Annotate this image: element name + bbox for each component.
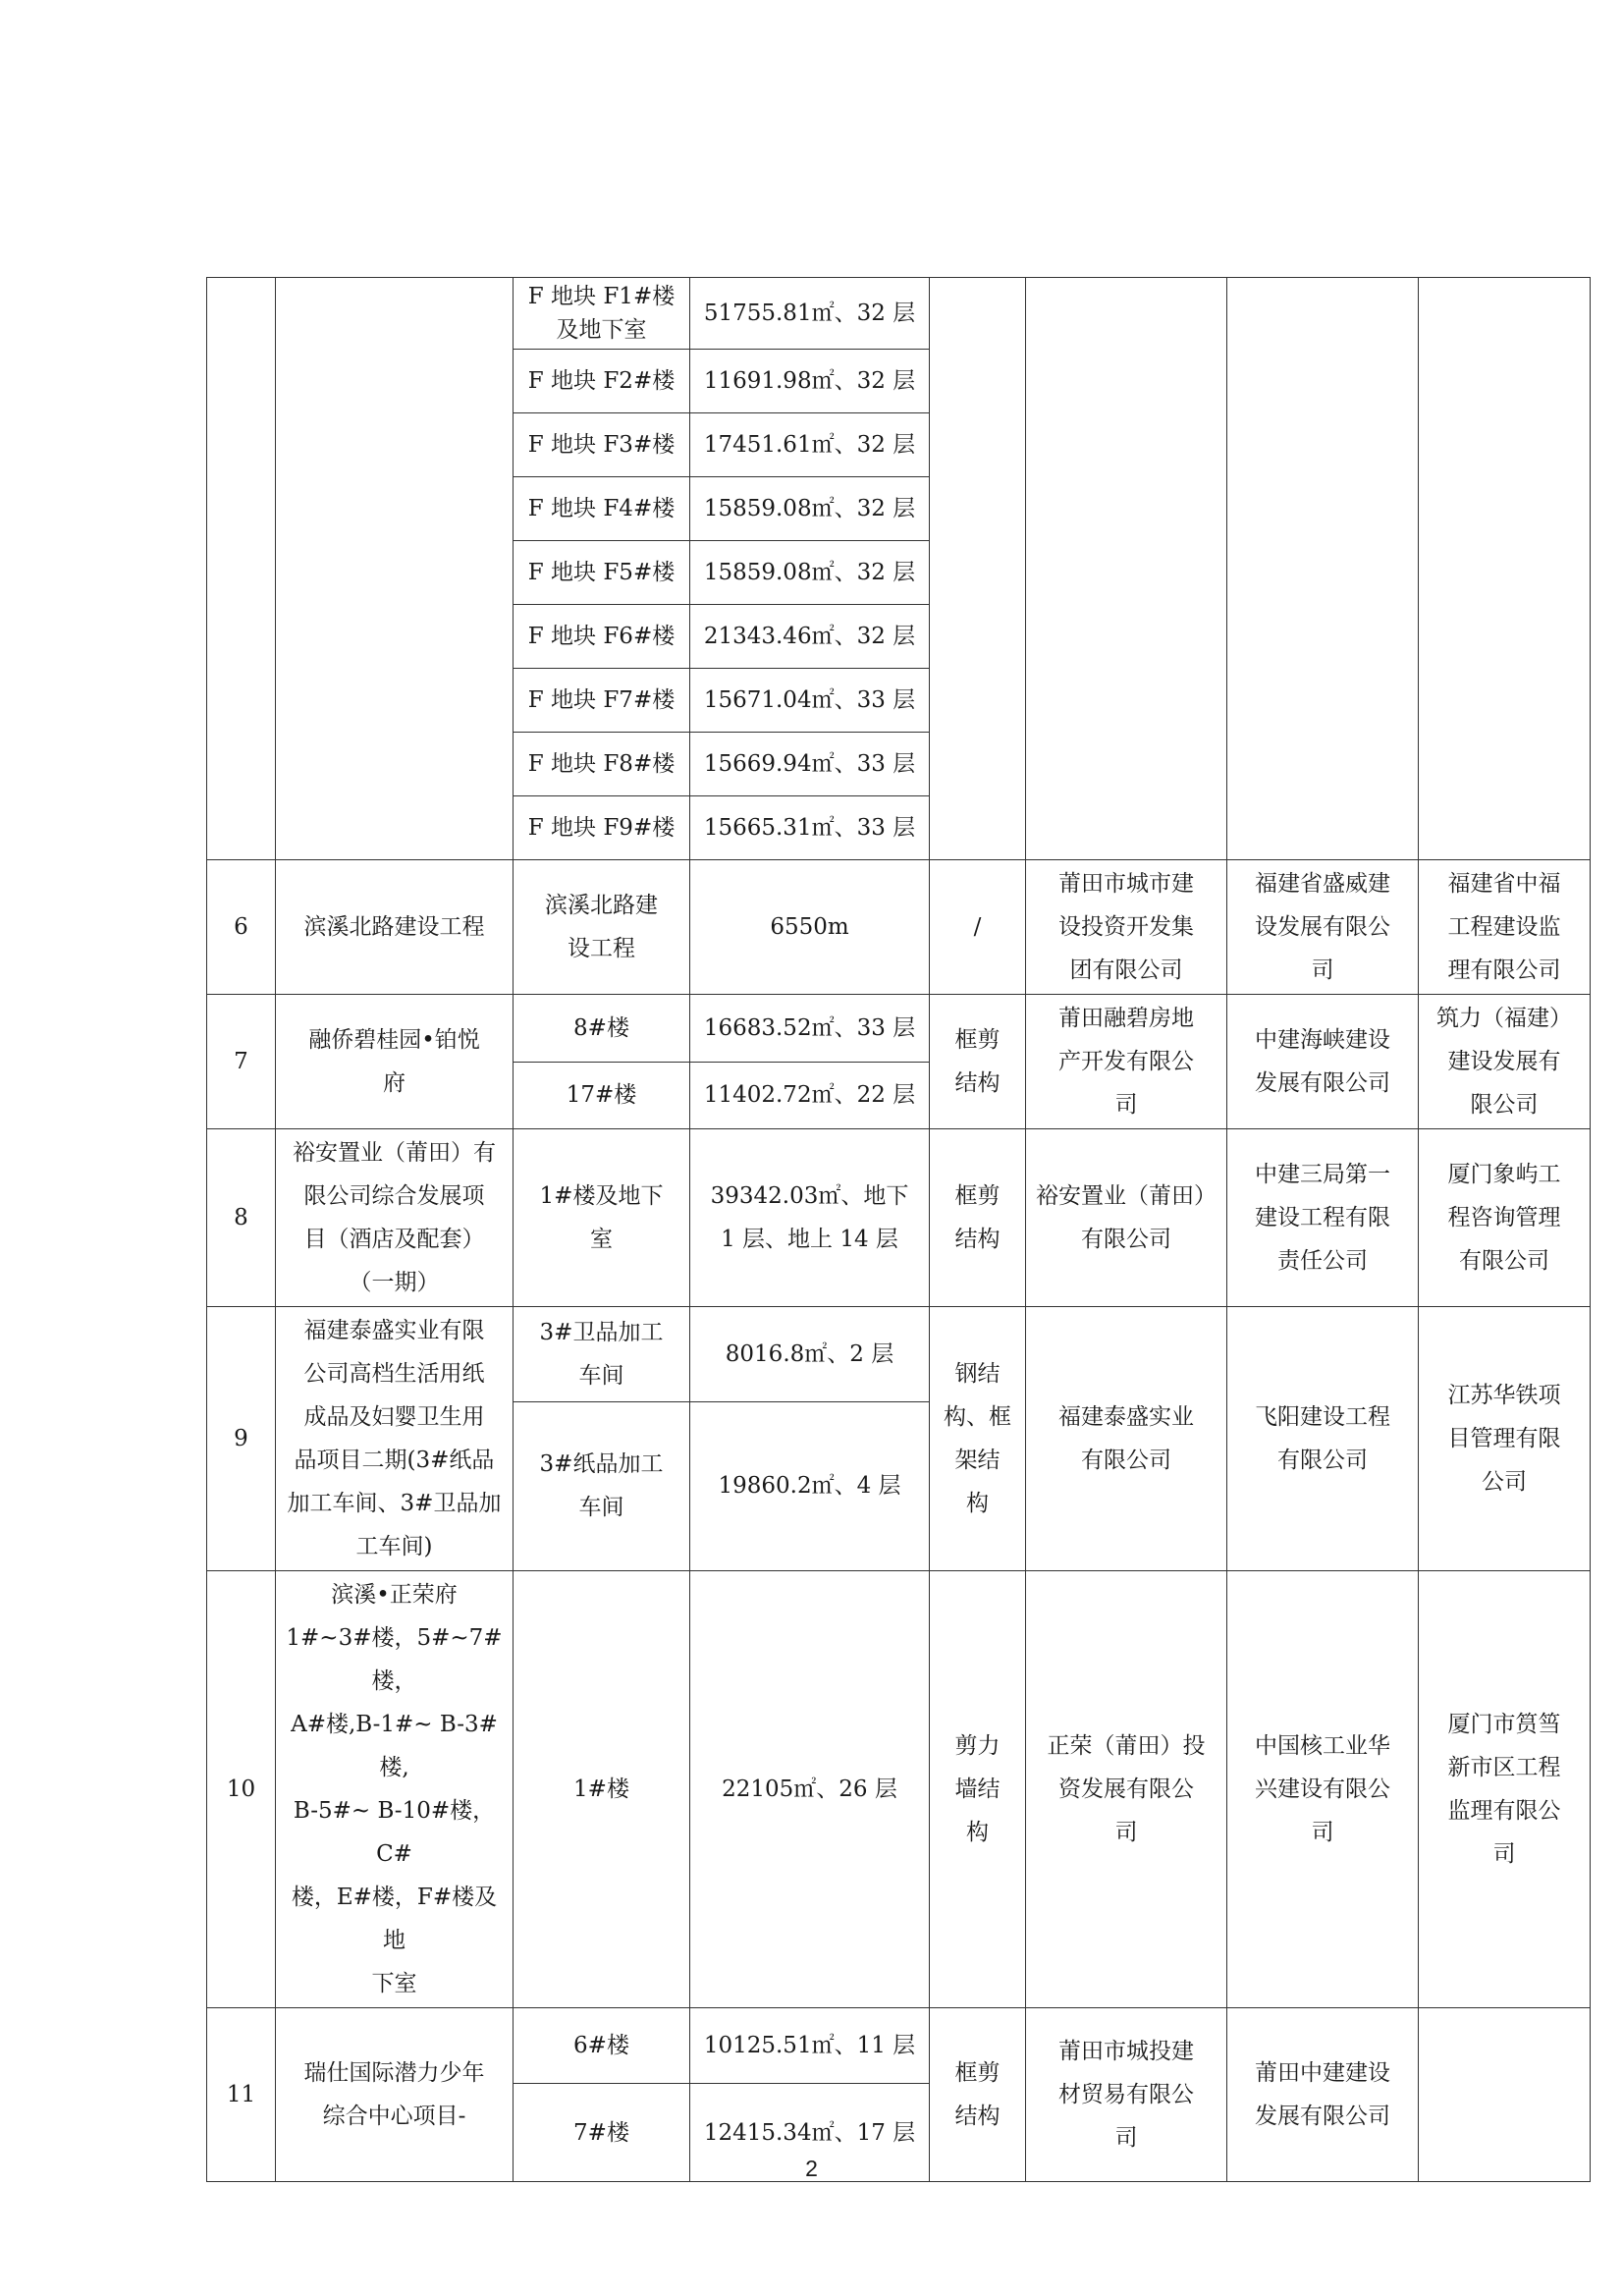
contractor-cell: 飞阳建设工程 有限公司: [1227, 1307, 1419, 1571]
project-name-cell: 滨溪北路建设工程: [276, 860, 514, 995]
building-cell: 1#楼及地下 室: [514, 1129, 690, 1307]
row-number: 8: [207, 1129, 276, 1307]
area-cell: 11691.98㎡、32 层: [690, 350, 930, 413]
area-cell: 17451.61㎡、32 层: [690, 413, 930, 477]
row-number: 11: [207, 2008, 276, 2182]
building-cell: 17#楼: [514, 1062, 690, 1129]
structure-cell: /: [930, 860, 1026, 995]
project-name-cell: 滨溪•正荣府 1#~3#楼，5#~7#楼， A#楼,B-1#~ B-3#楼, B-5#~ B-10#楼，C# 楼，E#楼，F#楼及地 下室: [276, 1571, 514, 2008]
contractor-cell: 中建海峡建设 发展有限公司: [1227, 995, 1419, 1129]
building-cell: F 地块 F1#楼 及地下室: [514, 278, 690, 350]
supervisor-cell: 筑力（福建） 建设发展有 限公司: [1419, 995, 1591, 1129]
table-row: [207, 2008, 1591, 2084]
area-cell: 10125.51㎡、11 层: [690, 2008, 930, 2084]
structure-cell: 钢结 构、框 架结 构: [930, 1307, 1026, 1571]
row-number: 10: [207, 1571, 276, 2008]
owner-cell: 福建泰盛实业 有限公司: [1026, 1307, 1227, 1571]
area-cell: 39342.03㎡、地下 1 层、地上 14 层: [690, 1129, 930, 1307]
building-cell: F 地块 F4#楼: [514, 477, 690, 541]
owner-cell: 裕安置业（莆田） 有限公司: [1026, 1129, 1227, 1307]
area-cell: 21343.46㎡、32 层: [690, 605, 930, 669]
building-cell: 3#纸品加工 车间: [514, 1401, 690, 1570]
cont-supervisor-cell: [1419, 278, 1591, 860]
building-cell: F 地块 F9#楼: [514, 796, 690, 860]
cont-owner-cell: [1026, 278, 1227, 860]
building-cell: F 地块 F7#楼: [514, 669, 690, 733]
table-row: [207, 1129, 1591, 1307]
table-row: [207, 995, 1591, 1063]
owner-cell: 莆田融碧房地 产开发有限公 司: [1026, 995, 1227, 1129]
owner-cell: 莆田市城投建 材贸易有限公 司: [1026, 2008, 1227, 2182]
area-cell: 6550m: [690, 860, 930, 995]
structure-cell: 剪力 墙结 构: [930, 1571, 1026, 2008]
supervisor-cell: 厦门象屿工 程咨询管理 有限公司: [1419, 1129, 1591, 1307]
building-cell: F 地块 F6#楼: [514, 605, 690, 669]
row-number: 6: [207, 860, 276, 995]
contractor-cell: 中国核工业华 兴建设有限公 司: [1227, 1571, 1419, 2008]
cont-structure-cell: [930, 278, 1026, 860]
table-row: [207, 1307, 1591, 1402]
area-cell: 12415.34㎡、17 层: [690, 2084, 930, 2182]
structure-cell: 框剪 结构: [930, 1129, 1026, 1307]
contractor-cell: 莆田中建建设 发展有限公司: [1227, 2008, 1419, 2182]
building-cell: F 地块 F2#楼: [514, 350, 690, 413]
owner-cell: 莆田市城市建 设投资开发集 团有限公司: [1026, 860, 1227, 995]
area-cell: 19860.2㎡、4 层: [690, 1401, 930, 1570]
building-cell: F 地块 F3#楼: [514, 413, 690, 477]
structure-cell: 框剪 结构: [930, 2008, 1026, 2182]
building-cell: F 地块 F5#楼: [514, 541, 690, 605]
area-cell: 15859.08㎡、32 层: [690, 541, 930, 605]
page-number: 2: [805, 2156, 818, 2181]
area-cell: 15669.94㎡、33 层: [690, 733, 930, 796]
supervisor-cell: 江苏华铁项 目管理有限 公司: [1419, 1307, 1591, 1571]
building-cell: 7#楼: [514, 2084, 690, 2182]
building-cell: F 地块 F8#楼: [514, 733, 690, 796]
area-cell: 15859.08㎡、32 层: [690, 477, 930, 541]
project-name-cell: 福建泰盛实业有限 公司高档生活用纸 成品及妇婴卫生用 品项目二期(3#纸品 加工车间、3#卫品加 工车间): [276, 1307, 514, 1571]
area-cell: 22105㎡、26 层: [690, 1571, 930, 2008]
structure-cell: 框剪 结构: [930, 995, 1026, 1129]
contractor-cell: 福建省盛威建 设发展有限公 司: [1227, 860, 1419, 995]
area-cell: 15665.31㎡、33 层: [690, 796, 930, 860]
contractor-cell: 中建三局第一 建设工程有限 责任公司: [1227, 1129, 1419, 1307]
area-cell: 11402.72㎡、22 层: [690, 1062, 930, 1129]
building-cell: 1#楼: [514, 1571, 690, 2008]
cont-no-cell: [207, 278, 276, 860]
table-row: [207, 1571, 1591, 2008]
owner-cell: 正荣（莆田）投 资发展有限公 司: [1026, 1571, 1227, 2008]
area-cell: 15671.04㎡、33 层: [690, 669, 930, 733]
project-name-cell: 瑞仕国际潜力少年 综合中心项目-: [276, 2008, 514, 2182]
area-cell: 51755.81㎡、32 层: [690, 278, 930, 350]
cont-contractor-cell: [1227, 278, 1419, 860]
project-name-cell: 融侨碧桂园•铂悦 府: [276, 995, 514, 1129]
area-cell: 8016.8㎡、2 层: [690, 1307, 930, 1402]
project-table: [206, 277, 1591, 2182]
supervisor-cell: 福建省中福 工程建设监 理有限公司: [1419, 860, 1591, 995]
row-number: 7: [207, 995, 276, 1129]
supervisor-cell: 厦门市筼筜 新市区工程 监理有限公 司: [1419, 1571, 1591, 2008]
building-cell: 3#卫品加工 车间: [514, 1307, 690, 1402]
project-name-cell: 裕安置业（莆田）有 限公司综合发展项 目（酒店及配套） （一期）: [276, 1129, 514, 1307]
building-cell: 8#楼: [514, 995, 690, 1063]
cont-project-cell: [276, 278, 514, 860]
table-row: [207, 860, 1591, 995]
table-row: [207, 278, 1591, 350]
row-number: 9: [207, 1307, 276, 1571]
area-cell: 16683.52㎡、33 层: [690, 995, 930, 1063]
building-cell: 6#楼: [514, 2008, 690, 2084]
building-cell: 滨溪北路建 设工程: [514, 860, 690, 995]
